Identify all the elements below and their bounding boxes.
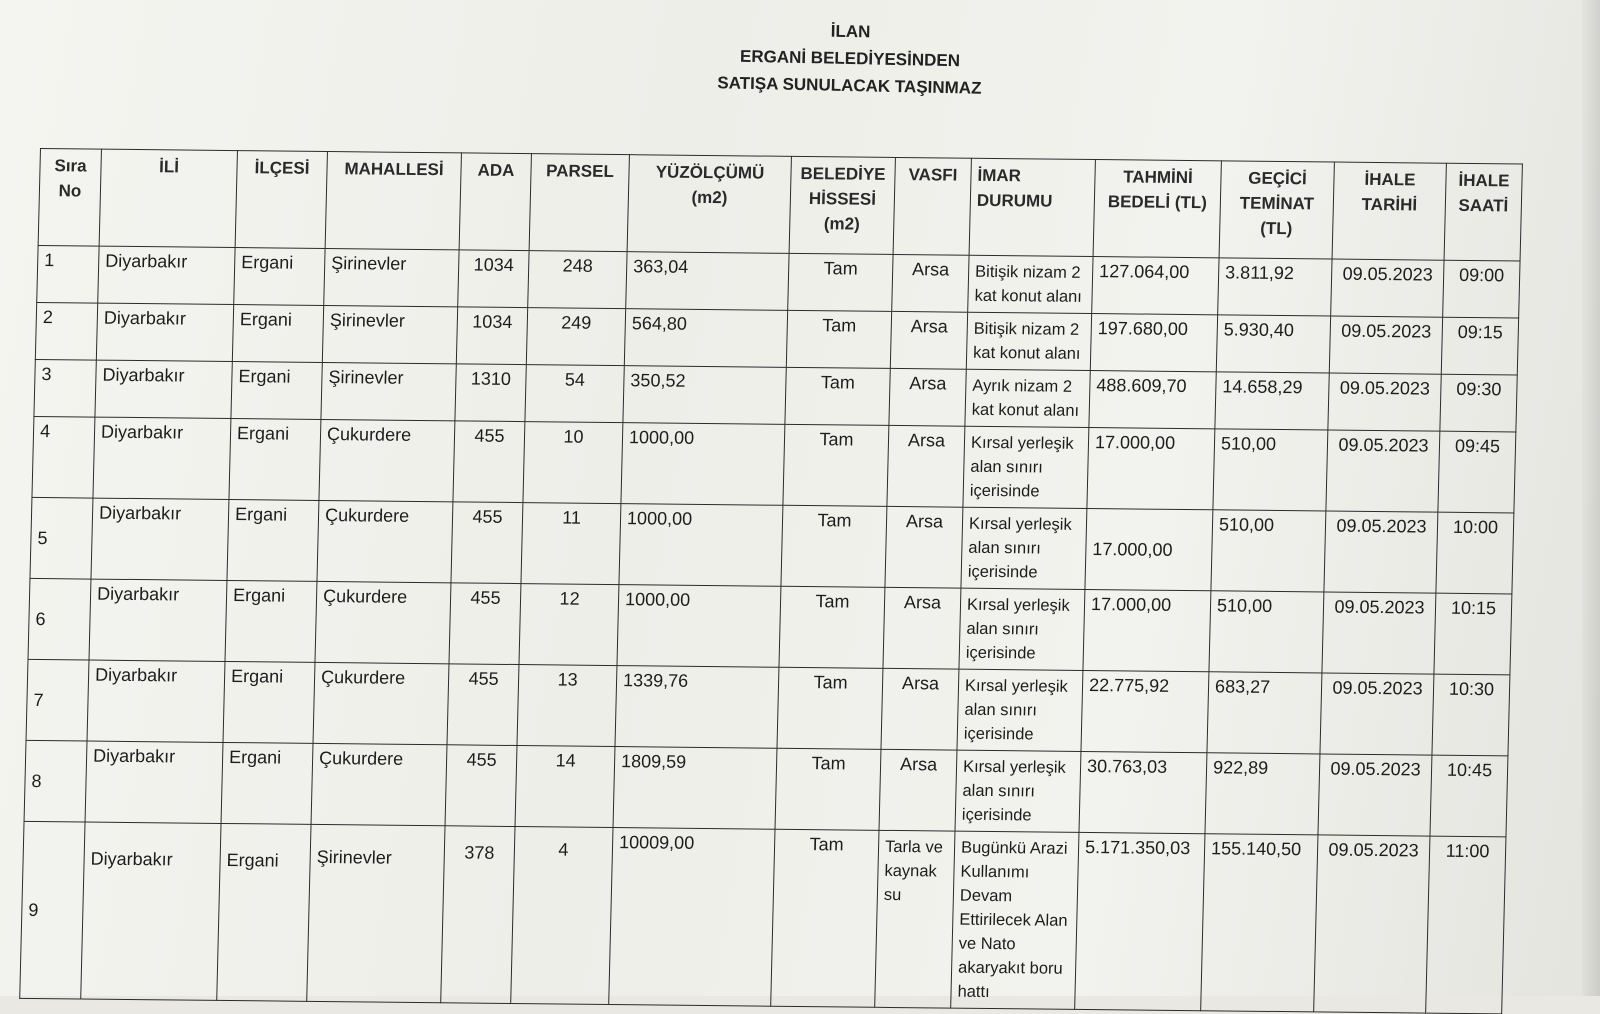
cell-hisse: Tam [779,586,885,668]
cell-vasfi: Arsa [883,587,961,669]
cell-mahallesi: Çukurdere [313,662,449,744]
cell-bedel: 17.000,00 [1087,427,1215,509]
cell-hisse: Tam [785,367,890,425]
cell-yuzolcumu: 350,52 [623,366,786,425]
cell-ilcesi: Ergani [225,580,317,662]
cell-yuzolcumu: 1000,00 [619,504,783,587]
col-header-vasfi: VASFI [893,157,971,255]
cell-ilcesi: Ergani [221,742,313,824]
cell-vasfi: Arsa [881,668,959,750]
cell-vasfi: Arsa [890,311,967,369]
col-header-ilcesi: İLÇESİ [235,151,327,249]
cell-saat: 09:15 [1441,317,1518,375]
col-header-saat: İHALE SAATİ [1444,163,1522,261]
cell-sira: 3 [34,359,96,417]
cell-mahallesi: Şirinevler [321,362,456,420]
cell-tarih: 09.05.2023 [1318,754,1432,836]
cell-imar: Kırsal yerleşik alan sınırı içerisinde [963,426,1089,508]
cell-ada: 1034 [458,250,529,308]
cell-hisse: Tam [783,424,889,506]
cell-tarih: 09.05.2023 [1328,373,1441,431]
cell-saat: 10:00 [1436,512,1514,594]
cell-yuzolcumu: 10009,00 [609,828,775,1007]
cell-sira: 1 [37,245,99,303]
heading-line-subject: SATIŞA SUNULACAK TAŞINMAZ [717,73,982,98]
document-heading [599,13,1101,104]
col-header-ada: ADA [459,153,531,251]
cell-hisse: Tam [771,829,879,1007]
cell-yuzolcumu: 1339,76 [615,666,779,749]
cell-sira: 7 [26,659,89,741]
cell-yuzolcumu: 564,80 [624,309,787,368]
table-row [24,740,1508,837]
cell-teminat: 155.140,50 [1201,834,1318,1012]
cell-vasfi: Arsa [879,749,957,831]
cell-mahallesi: Çukurdere [317,500,453,582]
cell-saat: 10:45 [1430,755,1508,837]
cell-ada: 455 [451,502,523,584]
cell-parsel: 54 [525,365,624,423]
table-row [28,578,1512,675]
cell-ada: 455 [445,745,517,827]
cell-ilcesi: Ergani [234,248,325,306]
cell-ada: 378 [441,826,515,1004]
cell-sira: 4 [32,416,95,498]
cell-sira: 9 [20,821,85,999]
cell-bedel: 197.680,00 [1090,314,1217,372]
cell-teminat: 5.930,40 [1216,315,1330,373]
cell-mahallesi: Şirinevler [324,248,459,306]
cell-parsel: 10 [523,422,623,504]
table-row [26,659,1510,756]
cell-ilcesi: Ergani [217,823,311,1001]
cell-imar: Bitişik nizam 2 kat konut alanı [966,312,1091,370]
cell-ili: Diyarbakır [95,360,232,418]
cell-teminat: 14.658,29 [1215,372,1329,430]
cell-hisse: Tam [788,253,893,311]
cell-mahallesi: Çukurdere [319,419,455,501]
cell-tarih: 09.05.2023 [1314,835,1430,1013]
cell-bedel: 5.171.350,03 [1075,832,1205,1010]
cell-tarih: 09.05.2023 [1329,316,1442,374]
col-header-yuzolcumu: YÜZÖLÇÜMÜ (m2) [627,155,791,254]
cell-mahallesi: Çukurdere [315,581,451,663]
cell-yuzolcumu: 1809,59 [613,747,777,830]
table-row [32,416,1516,513]
cell-tarih: 09.05.2023 [1324,511,1438,593]
cell-bedel: 30.763,03 [1079,751,1207,833]
cell-parsel: 248 [528,251,627,309]
property-table-wrapper [19,148,1523,1014]
cell-imar: Ayrık nizam 2 kat konut alanı [965,369,1090,427]
property-table [19,148,1523,1014]
col-header-bedel: TAHMİNİ BEDELİ (TL) [1093,160,1221,258]
cell-vasfi: Arsa [885,506,963,588]
cell-mahallesi: Şirinevler [307,824,445,1002]
cell-imar: Kırsal yerleşik alan sınırı içerisinde [959,588,1085,670]
cell-vasfi: Arsa [889,368,966,426]
cell-sira: 6 [28,578,91,660]
col-header-sira: Sıra No [38,149,101,247]
col-header-parsel: PARSEL [529,154,629,252]
cell-tarih: 09.05.2023 [1322,592,1436,674]
cell-vasfi: Tarla ve kaynak su [875,830,955,1008]
cell-sira: 5 [30,497,93,579]
cell-ilcesi: Ergani [232,305,323,363]
cell-parsel: 4 [511,827,613,1005]
cell-mahallesi: Şirinevler [322,305,457,363]
cell-imar: Kırsal yerleşik alan sınırı içerisinde [955,750,1081,832]
cell-ada: 1034 [456,307,527,365]
col-header-mahallesi: MAHALLESİ [325,152,461,250]
cell-ilcesi: Ergani [229,419,321,501]
cell-saat: 09:45 [1438,431,1516,513]
cell-parsel: 13 [517,665,617,747]
cell-hisse: Tam [781,505,887,587]
cell-saat: 11:00 [1426,836,1506,1014]
cell-ili: Diyarbakır [89,579,227,661]
cell-teminat: 683,27 [1207,672,1322,754]
cell-bedel: 488.609,70 [1089,371,1216,429]
cell-saat: 09:30 [1440,374,1517,432]
cell-parsel: 12 [519,584,619,666]
cell-ada: 1310 [455,364,526,422]
cell-parsel: 249 [526,308,625,366]
cell-ili: Diyarbakır [87,660,225,742]
cell-teminat: 922,89 [1205,753,1320,835]
cell-teminat: 510,00 [1211,510,1326,592]
cell-yuzolcumu: 1000,00 [621,423,785,506]
cell-tarih: 09.05.2023 [1320,673,1434,755]
cell-yuzolcumu: 1000,00 [617,585,781,668]
cell-teminat: 510,00 [1213,429,1328,511]
cell-ili: Diyarbakır [81,822,221,1000]
table-row [30,497,1514,594]
col-header-ili: İLİ [99,149,237,247]
cell-hisse: Tam [775,748,881,830]
heading-line-ilan: İLAN [830,21,871,42]
cell-saat: 10:15 [1434,593,1512,675]
cell-parsel: 14 [515,746,615,828]
cell-bedel: 22.775,92 [1081,670,1209,752]
col-header-imar: İMAR DURUMU [969,158,1095,256]
cell-bedel: 17.000,00 [1085,508,1213,590]
cell-ili: Diyarbakır [85,741,223,823]
col-header-hisse: BELEDİYE HİSSESİ (m2) [789,156,895,254]
table-header-row [38,149,1522,261]
cell-ilcesi: Ergani [231,362,322,420]
cell-vasfi: Arsa [887,425,965,507]
table-row [20,821,1506,1013]
cell-ada: 455 [449,583,521,665]
cell-tarih: 09.05.2023 [1326,430,1440,512]
cell-ili: Diyarbakır [98,246,235,304]
cell-saat: 10:30 [1432,674,1510,756]
cell-imar: Kırsal yerleşik alan sınırı içerisinde [957,669,1083,751]
cell-sira: 2 [35,302,97,360]
cell-tarih: 09.05.2023 [1331,259,1444,317]
cell-yuzolcumu: 363,04 [626,252,789,311]
cell-imar: Kırsal yerleşik alan sınırı içerisinde [961,507,1087,589]
cell-saat: 09:00 [1443,260,1520,318]
cell-hisse: Tam [777,667,883,749]
cell-ilcesi: Ergani [227,499,319,581]
cell-teminat: 510,00 [1209,591,1324,673]
heading-line-municipality: ERGANİ BELEDİYESİNDEN [739,46,961,71]
cell-imar: Bugünkü Arazi Kullanımı Devam Ettirilecek Alan ve Nato akaryakıt boru hattı [951,831,1079,1009]
col-header-tarih: İHALE TARİHİ [1332,162,1446,260]
cell-sira: 8 [24,740,87,822]
cell-bedel: 17.000,00 [1083,589,1211,671]
cell-bedel: 127.064,00 [1092,257,1219,315]
cell-ili: Diyarbakır [93,417,231,499]
paper-edge-shadow [1582,0,1600,996]
cell-ilcesi: Ergani [223,661,315,743]
cell-imar: Bitişik nizam 2 kat konut alanı [968,255,1093,313]
cell-mahallesi: Çukurdere [311,743,447,825]
cell-hisse: Tam [786,310,891,368]
cell-ada: 455 [447,664,519,746]
cell-ili: Diyarbakır [96,303,233,361]
cell-ili: Diyarbakır [91,498,229,580]
col-header-teminat: GEÇİCİ TEMİNAT (TL) [1219,161,1334,259]
cell-parsel: 11 [521,503,621,585]
cell-vasfi: Arsa [892,254,969,312]
cell-teminat: 3.811,92 [1218,258,1332,316]
cell-ada: 455 [453,421,525,503]
